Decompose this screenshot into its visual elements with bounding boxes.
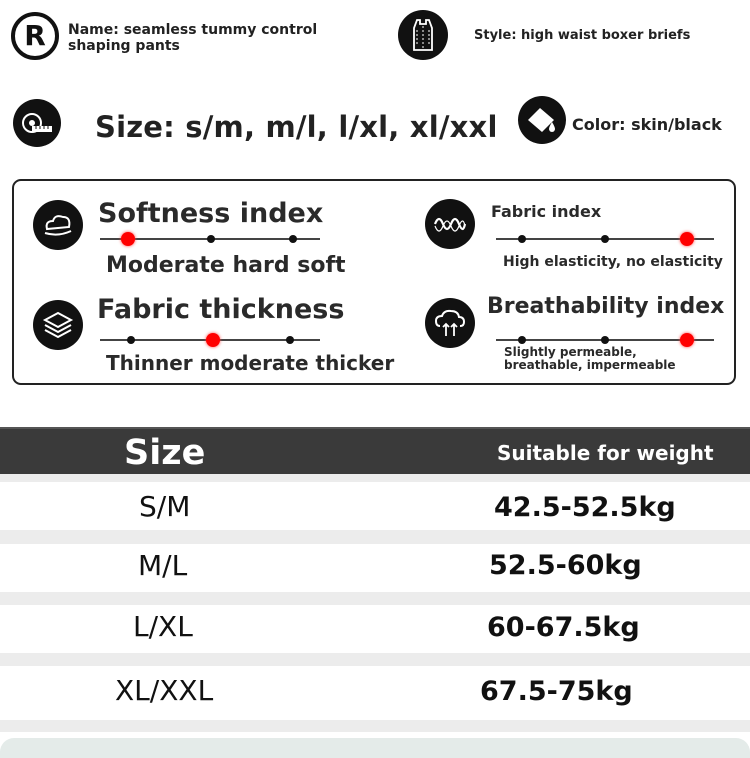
wave-elasticity-icon (425, 199, 475, 249)
product-color: Color: skin/black (572, 115, 722, 134)
row-size: M/L (138, 549, 188, 582)
registered-mark-icon: R (11, 12, 59, 60)
row-divider (0, 474, 750, 482)
breathability-title: Breathability index (487, 294, 725, 319)
row-weight: 52.5-60kg (489, 550, 642, 581)
softness-scale (100, 238, 320, 240)
row-size: S/M (139, 490, 191, 523)
table-row (0, 482, 750, 530)
size-table-header (0, 427, 750, 474)
softness-title: Softness index (98, 198, 324, 229)
row-size: L/XL (133, 610, 193, 643)
product-name: Name: seamless tummy control shaping pants (68, 22, 318, 54)
breathability-scale (496, 339, 714, 341)
row-size: XL/XXL (115, 674, 214, 707)
table-row (0, 666, 750, 720)
cloud-softness-icon (33, 200, 83, 250)
thickness-labels: Thinner moderate thicker (106, 351, 395, 375)
size-column-header: Size (124, 433, 206, 473)
breathable-cloud-icon (425, 298, 475, 348)
row-weight: 60-67.5kg (487, 612, 640, 643)
garment-icon (398, 10, 448, 60)
thickness-scale (100, 339, 320, 341)
thickness-marker (206, 333, 220, 347)
row-divider (0, 530, 750, 544)
fabric-index-marker (680, 232, 694, 246)
color-drop-icon (518, 96, 566, 144)
softness-labels: Moderate hard soft (106, 253, 346, 278)
softness-tick-3 (289, 235, 297, 243)
product-style: Style: high waist boxer briefs (474, 28, 691, 43)
breathability-tick-2 (601, 336, 609, 344)
size-options: Size: s/m, m/l, l/xl, xl/xxl (95, 110, 498, 144)
fabric-index-scale (496, 238, 714, 240)
breathability-tick-1 (518, 336, 526, 344)
table-row (0, 605, 750, 653)
row-weight: 42.5-52.5kg (494, 492, 676, 523)
row-divider (0, 653, 750, 666)
thickness-tick-3 (286, 336, 294, 344)
softness-tick-2 (207, 235, 215, 243)
bottom-edge (0, 738, 750, 758)
softness-marker (121, 232, 135, 246)
fabric-index-tick-1 (518, 235, 526, 243)
breathability-marker (680, 333, 694, 347)
thickness-title: Fabric thickness (97, 294, 345, 325)
fabric-index-labels: High elasticity, no elasticity (503, 254, 723, 270)
measuring-tape-icon (13, 99, 61, 147)
row-weight: 67.5-75kg (480, 676, 633, 707)
table-row (0, 544, 750, 592)
fabric-index-tick-2 (601, 235, 609, 243)
thickness-tick-1 (127, 336, 135, 344)
breathability-labels: Slightly permeable, breathable, impermeable (504, 345, 676, 372)
row-divider (0, 592, 750, 605)
layers-icon (33, 300, 83, 350)
row-divider (0, 720, 750, 732)
weight-column-header: Suitable for weight (497, 441, 714, 465)
fabric-index-title: Fabric index (491, 202, 602, 221)
